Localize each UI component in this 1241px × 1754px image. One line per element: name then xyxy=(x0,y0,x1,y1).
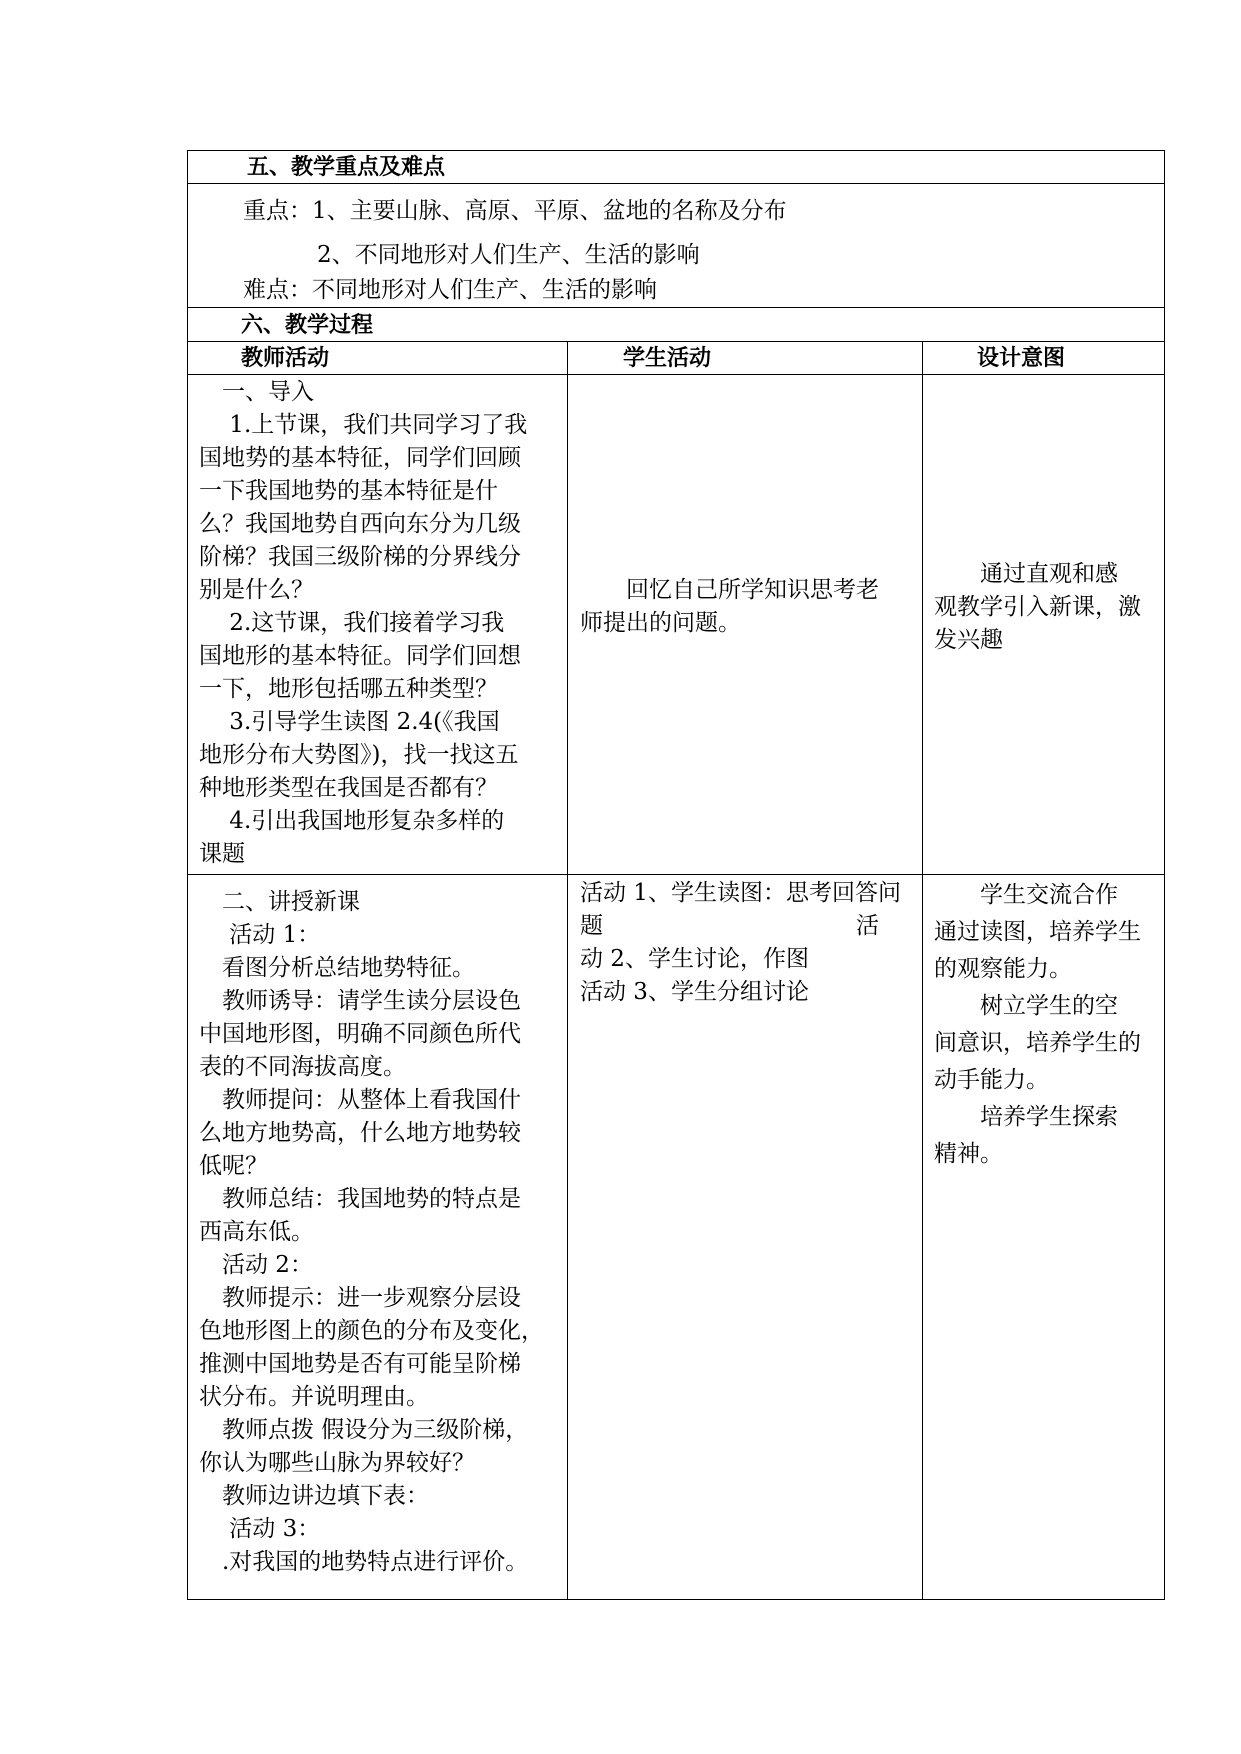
text-line: 阶梯？我国三级阶梯的分界线分 xyxy=(199,544,521,570)
key-points-line-2: 2、不同地形对人们生产、生活的影响 xyxy=(317,242,700,268)
text-line: 教师点拨 假设分为三级阶梯， xyxy=(199,1417,529,1443)
difficulty-line: 难点：不同地形对人们生产、生活的影响 xyxy=(243,277,657,303)
header-design-intent: 设计意图 xyxy=(977,346,1066,371)
text-line: 通过读图，培养学生 xyxy=(934,919,1141,945)
text-line: 么？我国地势自西向东分为几级 xyxy=(199,511,521,537)
text-line: 的观察能力。 xyxy=(934,956,1072,982)
text-line: 国地势的基本特征，同学们回顾 xyxy=(199,445,521,471)
section5-title: 五、教学重点及难点 xyxy=(247,155,446,180)
text-line: 状分布。并说明理由。 xyxy=(199,1384,429,1410)
text-line: 色地形图上的颜色的分布及变化， xyxy=(199,1318,544,1344)
text-line: 教师提示：进一步观察分层设 xyxy=(199,1285,521,1311)
text-line: 一下我国地势的基本特征是什 xyxy=(199,478,498,504)
text-line: 1.上节课，我们共同学习了我 xyxy=(199,412,528,438)
text-line: 教师诱导：请学生读分层设色 xyxy=(199,988,521,1014)
row-divider xyxy=(187,874,1165,875)
text-line: 二、讲授新课 xyxy=(199,889,360,915)
text-line: 一下，地形包括哪五种类型？ xyxy=(199,676,498,702)
text-line: 3.引导学生读图 2.4(《我国 xyxy=(199,709,500,735)
text-line: 看图分析总结地势特征。 xyxy=(199,955,475,981)
text-line: 表的不同海拔高度。 xyxy=(199,1054,406,1080)
text-line: 国地形的基本特征。同学们回想 xyxy=(199,643,521,669)
row1-teacher-cell xyxy=(199,376,527,871)
text-line: 种地形类型在我国是否都有？ xyxy=(199,775,498,801)
text-line: 教师提问：从整体上看我国什 xyxy=(199,1087,521,1113)
text-line: 活动 1、学生读图：思考回答问 xyxy=(580,880,901,906)
text-line: 一、导入 xyxy=(199,379,314,405)
text-line: 间意识，培养学生的 xyxy=(934,1030,1141,1056)
text-line: 活动 3、学生分组讨论 xyxy=(580,979,809,1005)
text-line: 中国地形图，明确不同颜色所代 xyxy=(199,1021,521,1047)
text-line: 么地方地势高，什么地方地势较 xyxy=(199,1120,521,1146)
text-line: 精神。 xyxy=(934,1141,1003,1167)
text-line: 动手能力。 xyxy=(934,1067,1049,1093)
text-line: 2.这节课，我们接着学习我 xyxy=(199,610,505,636)
row2-student-cell xyxy=(580,877,901,1009)
column-divider xyxy=(922,341,923,1600)
row2-design-cell xyxy=(934,877,1141,1173)
text-line: 通过直观和感 xyxy=(934,561,1118,587)
text-line: 师提出的问题。 xyxy=(580,610,741,636)
text-line: 活动 1： xyxy=(199,922,321,948)
row2-teacher-cell xyxy=(199,886,544,1579)
row-divider xyxy=(187,307,1165,308)
text-line: 低呢？ xyxy=(199,1153,268,1179)
header-teacher-activity: 教师活动 xyxy=(241,346,330,371)
text-line: 动 2、学生讨论，作图 xyxy=(580,946,809,972)
text-line: 树立学生的空 xyxy=(934,993,1118,1019)
text-line: 教师总结：我国地势的特点是 xyxy=(199,1186,521,1212)
header-student-activity: 学生活动 xyxy=(623,346,712,371)
text-line: 别是什么？ xyxy=(199,577,314,603)
text-line: 西高东低。 xyxy=(199,1219,314,1245)
section6-title: 六、教学过程 xyxy=(241,313,374,338)
text-line: 学生交流合作 xyxy=(934,882,1118,908)
row1-student-cell xyxy=(580,574,879,640)
text-line: 你认为哪些山脉为界较好？ xyxy=(199,1450,475,1476)
text-line: 推测中国地势是否有可能呈阶梯 xyxy=(199,1351,521,1377)
text-line: .对我国的地势特点进行评价。 xyxy=(199,1549,529,1575)
text-line: 观教学引入新课，激 xyxy=(934,594,1141,620)
text-line: 回忆自己所学知识思考老 xyxy=(580,577,879,603)
text-line: 发兴趣 xyxy=(934,627,1003,653)
text-line: 教师边讲边填下表： xyxy=(199,1483,429,1509)
text-line: 4.引出我国地形复杂多样的 xyxy=(199,808,505,834)
column-divider xyxy=(567,341,568,1600)
text-line: 题 活 xyxy=(580,913,879,939)
key-points-line-1: 重点：1、主要山脉、高原、平原、盆地的名称及分布 xyxy=(243,198,787,224)
text-line: 地形分布大势图》)，找一找这五 xyxy=(199,742,519,768)
row1-design-cell xyxy=(934,558,1141,657)
text-line: 培养学生探索 xyxy=(934,1104,1118,1130)
text-line: 活动 2： xyxy=(199,1252,313,1278)
text-line: 活动 3： xyxy=(199,1516,321,1542)
text-line: 课题 xyxy=(199,841,245,867)
